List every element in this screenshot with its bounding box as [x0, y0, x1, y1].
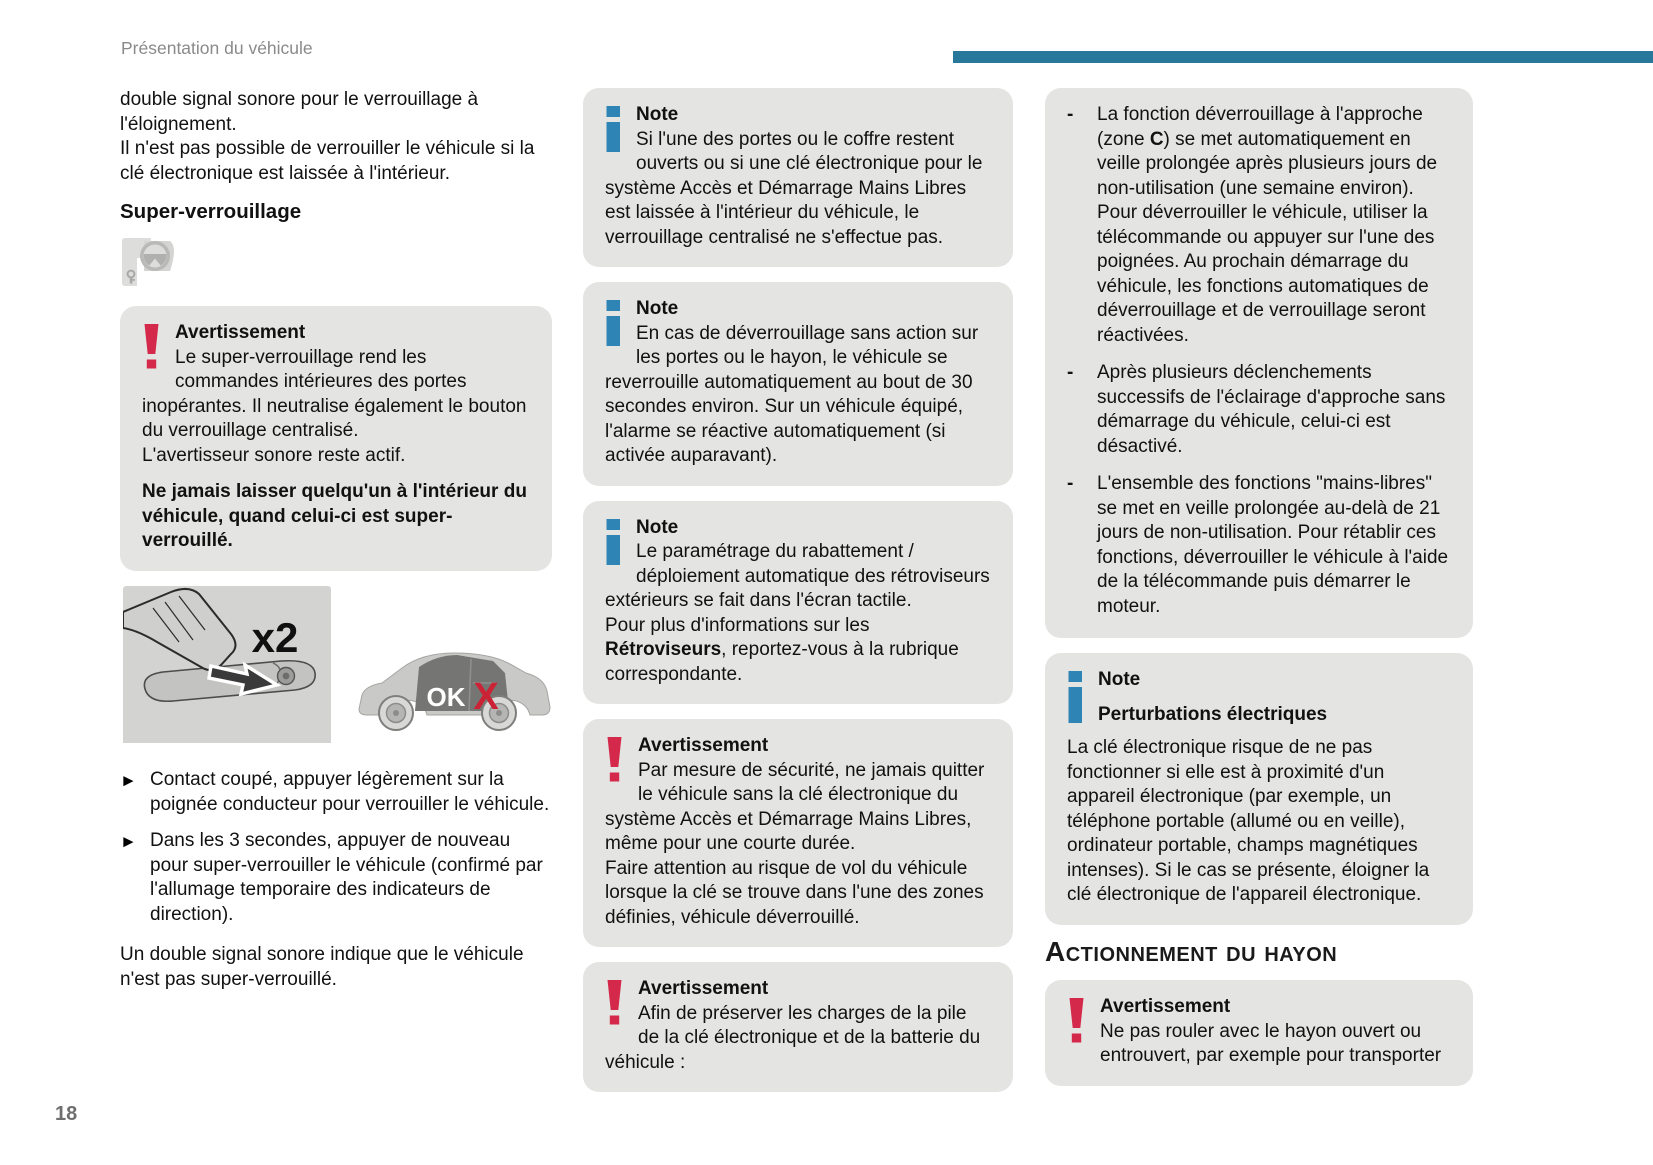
- list-item-1: [1067, 103, 1451, 348]
- bullet-arrow-icon: ►: [120, 832, 137, 851]
- warning-paragraph-2: L'avertisseur sonore reste actif.: [142, 444, 406, 466]
- warning-paragraph-1: Ne pas rouler avec le hayon ouvert ou entrouvert, par exemple pour transporter: [1100, 1020, 1442, 1066]
- warning-icon: [606, 737, 623, 783]
- note-icon: [606, 300, 621, 346]
- warning-icon: [143, 324, 160, 370]
- intro-paragraph: [120, 88, 552, 186]
- warning-paragraph-2: Faire attention au risque de vol du véhicule lorsque la clé se trouve dans l'une des zones définies, véhicule déverrouillé.: [605, 857, 984, 928]
- running-header: Présentation du véhicule: [121, 38, 313, 58]
- warning-box-key: [583, 719, 1013, 947]
- list-item-2: [1067, 361, 1451, 459]
- list-item-3: [1067, 472, 1451, 619]
- intro-line-2: Il n'est pas possible de verrouiller le véhicule si la clé électronique est laissée à l'intérieur.: [120, 138, 535, 184]
- warning-title: Avertissement: [175, 322, 306, 343]
- warning-icon: [606, 980, 623, 1026]
- note-body: Si l'une des portes ou le coffre restent ouverts ou si une clé électronique pour le système Accès et Démarrage Mains Libres est laissée à l'intérieur du véhicule, le verrouillage centralisé ne s'effectue pas.: [605, 128, 983, 248]
- note-subtitle: Perturbations électriques: [1098, 703, 1328, 725]
- column-middle: [583, 88, 1013, 1107]
- dash-marker: -: [1067, 362, 1074, 383]
- note-p2-pre: Pour plus d'informations sur les: [605, 614, 870, 636]
- warning-paragraph-1: Le super-verrouillage rend les commandes intérieures des portes inopérantes. Il neutralise également le bouton du verrouillage centralisé.: [142, 346, 527, 441]
- warning-box-super-lock: [120, 306, 552, 571]
- warning-box-battery: [583, 962, 1013, 1092]
- note-body: La clé électronique risque de ne pas fonctionner si elle est à proximité d'un appareil électronique (par exemple, un téléphone portable (allumé ou en veille), ordinateur portable, champs magnétiques intenses). Si le cas se présente, éloigner la clé électronique de l'appareil électronique.: [1067, 737, 1430, 905]
- note-title: Note: [636, 298, 679, 319]
- note-p2-post: , reportez-vous à la rubrique correspondante.: [605, 639, 959, 685]
- instruction-bullet-1: [120, 768, 552, 817]
- column-right: [1045, 88, 1473, 1101]
- warning-icon: [1068, 998, 1085, 1044]
- instruction-bullet-2: [120, 829, 552, 927]
- list-item-1-text: [1097, 103, 1451, 348]
- warning-bold-paragraph: Ne jamais laisser quelqu'un à l'intérieur du véhicule, quand celui-ci est super-verrouillé.: [142, 481, 527, 551]
- warning-title: Avertissement: [638, 735, 769, 756]
- bullet-text-1: Contact coupé, appuyer légèrement sur la poignée conducteur pour verrouiller le véhicule.: [150, 769, 550, 815]
- header-accent-bar: [953, 51, 1653, 63]
- dash-marker: -: [1067, 473, 1074, 494]
- zone-c-bold: C: [1149, 128, 1164, 150]
- dash-marker: -: [1067, 104, 1074, 125]
- intro-line-1: double signal sonore pour le verrouillage à l'éloignement.: [120, 89, 479, 135]
- note-icon: [1068, 671, 1083, 723]
- column-left: [120, 88, 552, 1006]
- x-label: X: [473, 675, 499, 718]
- outro-paragraph: Un double signal sonore indique que le véhicule n'est pas super-verrouillé.: [120, 944, 524, 990]
- steering-wheel-key-icon: [122, 235, 552, 297]
- x2-label: x2: [251, 613, 299, 661]
- note-box-perturbations: [1045, 653, 1473, 925]
- list-item-2-text: Après plusieurs déclenchements successifs de l'éclairage d'approche sans démarrage du véhicule, celui-ci est désactivé.: [1097, 362, 1446, 457]
- list-item-3-text: L'ensemble des fonctions "mains-libres" se met en veille prolongée au-delà de 21 jours de non-utilisation. Pour rétablir ces fonctions, déverrouiller le véhicule à l'aide de la télécommande puis démarrer le moteur.: [1097, 473, 1449, 617]
- note-body-p2: [605, 614, 991, 688]
- note-title: Note: [1098, 669, 1141, 690]
- tailgate-section-heading: Actionnement du hayon: [1045, 935, 1338, 967]
- note-title: Note: [636, 104, 679, 125]
- warning-paragraph-1: Afin de préserver les charges de la pile de la clé électronique et de la batterie du véhicule :: [605, 1002, 981, 1073]
- bullet-arrow-icon: ►: [120, 771, 137, 790]
- car-lock-zones-illustration: [353, 637, 551, 747]
- note-icon: [606, 519, 621, 565]
- note-box-1: [583, 88, 1013, 267]
- note-body-p1: Le paramétrage du rabattement / déploiement automatique des rétroviseurs extérieurs se fait dans l'écran tactile.: [605, 541, 990, 611]
- ok-label: OK: [426, 681, 466, 712]
- page-number: 18: [55, 1103, 78, 1125]
- note-body: En cas de déverrouillage sans action sur les portes ou le hayon, le véhicule se reverrouille automatiquement au bout de 30 secondes environ. Sur un véhicule équipé, l'alarme se réactive automatiquement (si activée auparavant).: [605, 322, 979, 466]
- note-icon: [606, 106, 621, 152]
- note-box-2: [583, 282, 1013, 486]
- note-box-3: [583, 501, 1013, 705]
- warning-box-tailgate: [1045, 980, 1473, 1086]
- door-handle-press-illustration: [123, 586, 331, 751]
- info-list-box: [1045, 88, 1473, 638]
- item1-pre: La fonction déverrouillage à l'approche (zone: [1097, 104, 1423, 150]
- warning-title: Avertissement: [1100, 996, 1231, 1017]
- illustration-row: [123, 586, 552, 751]
- warning-title: Avertissement: [638, 978, 769, 999]
- item1-post: ) se met automatiquement en veille prolongée après plusieurs jours de non-utilisation (une semaine environ). Pour déverrouiller le véhicule, utiliser la télécommande ou appuyer sur l'une des poignées. Au prochain démarrage du véhicule, les fonctions automatiques de déverrouillage et de verrouillage seront réactivées.: [1097, 128, 1438, 346]
- warning-paragraph-1: Par mesure de sécurité, ne jamais quitter le véhicule sans la clé électronique du système Accès et Démarrage Mains Libres, même pour une courte durée.: [605, 759, 985, 854]
- retroviseurs-bold: Rétroviseurs: [605, 639, 722, 660]
- super-lock-heading: Super-verrouillage: [120, 200, 302, 223]
- note-title: Note: [636, 516, 679, 538]
- bullet-text-2: Dans les 3 secondes, appuyer de nouveau pour super-verrouiller le véhicule (confirmé par l'allumage temporaire des indicateurs de direction).: [150, 830, 543, 925]
